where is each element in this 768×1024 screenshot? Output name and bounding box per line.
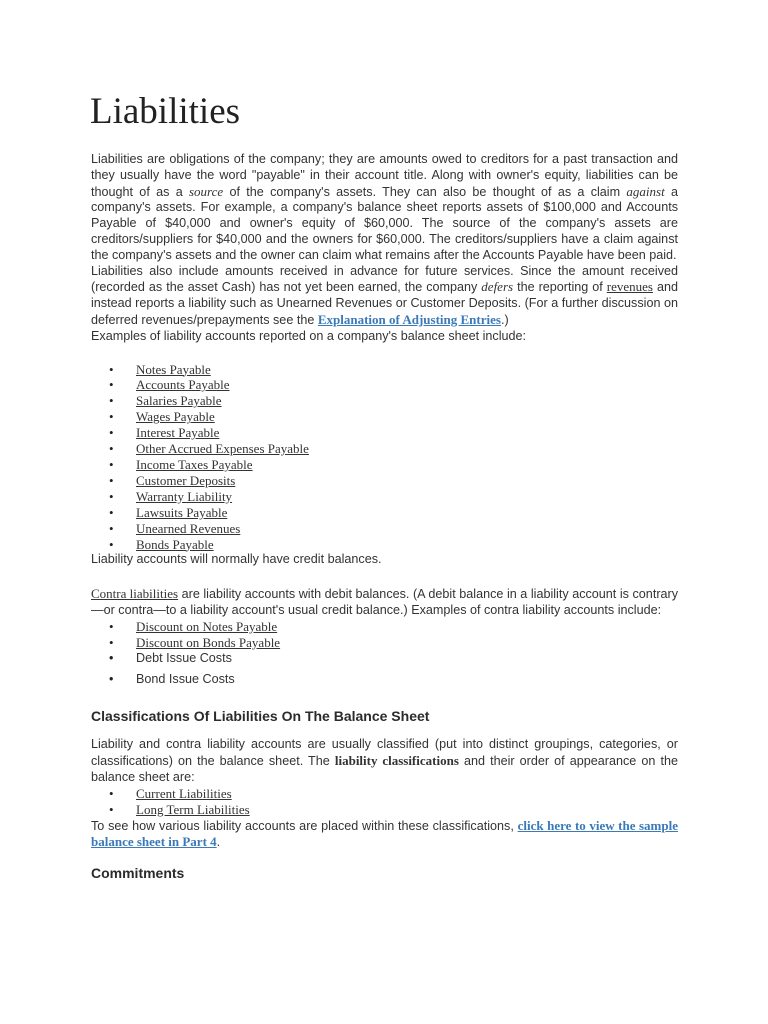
list-item bbox=[136, 802, 678, 818]
list-item-link[interactable]: Accounts Payable bbox=[136, 377, 230, 393]
text: and their order of appearance on the balance sheet are: bbox=[91, 754, 678, 785]
paragraph-contra bbox=[91, 586, 678, 619]
list-item bbox=[136, 441, 678, 457]
bold-liability-classifications: liability classifications bbox=[334, 753, 459, 769]
contra-accounts-plain-list bbox=[91, 651, 678, 688]
list-item bbox=[136, 473, 678, 489]
list-item bbox=[136, 409, 678, 425]
page-title: Liabilities bbox=[90, 91, 241, 132]
list-item-link[interactable]: Lawsuits Payable bbox=[136, 504, 228, 520]
text: of the company's assets. They can also be thought of as a claim bbox=[223, 184, 627, 199]
list-item bbox=[136, 635, 678, 651]
list-item-link[interactable]: Income Taxes Payable bbox=[136, 457, 253, 472]
paragraph-definition bbox=[91, 152, 678, 264]
list-item-link[interactable]: Current Liabilities bbox=[136, 785, 232, 801]
list-item-label: Debt Issue Costs bbox=[136, 650, 232, 665]
paragraph-examples-intro: Examples of liability accounts reported on a company's balance sheet include: bbox=[91, 328, 527, 343]
paragraph-credit-balances: Liability accounts will normally have credit balances. bbox=[91, 552, 382, 567]
list-item-link[interactable]: Discount on Bonds Payable bbox=[136, 634, 281, 650]
text: Liabilities are obligations of the company; they are amounts owed to creditors for a past transaction and they usually have the word "payable" in their account title. Along with owner's equity, liabilities can be thought of as a bbox=[91, 152, 678, 199]
list-item-link[interactable]: Unearned Revenues bbox=[136, 520, 241, 536]
text: the reporting of bbox=[513, 280, 607, 295]
emphasis-against: against bbox=[626, 183, 665, 199]
list-item-link[interactable]: Other Accrued Expenses Payable bbox=[136, 441, 309, 457]
list-item-link[interactable]: Wages Payable bbox=[136, 409, 215, 425]
list-item bbox=[136, 362, 678, 378]
list-item bbox=[136, 489, 678, 505]
heading-commitments: Commitments bbox=[91, 865, 185, 882]
emphasis-defers: defers bbox=[481, 279, 514, 295]
list-item bbox=[136, 619, 678, 635]
list-item bbox=[136, 786, 678, 802]
list-item-link[interactable]: Discount on Notes Payable bbox=[136, 618, 278, 634]
contra-accounts-list bbox=[91, 619, 678, 651]
text: and instead reports a liability such as Unearned Revenues or Customer Deposits. (For a further discussion on deferred revenues/prepayments see the bbox=[91, 280, 678, 327]
revenues-link[interactable]: revenues bbox=[606, 279, 653, 295]
sample-balance-sheet-link[interactable]: click here to view the sample balance sheet in Part 4 bbox=[91, 817, 678, 850]
list-item-link[interactable]: Interest Payable bbox=[136, 425, 220, 441]
list-item-link[interactable]: Warranty Liability bbox=[136, 488, 233, 504]
list-item-link[interactable]: Customer Deposits bbox=[136, 472, 236, 488]
heading-classifications: Classifications Of Liabilities On The Balance Sheet bbox=[91, 708, 430, 725]
classifications-list bbox=[91, 786, 678, 818]
list-item bbox=[136, 672, 678, 688]
text: .) bbox=[500, 312, 509, 327]
paragraph-classified bbox=[91, 737, 678, 785]
text: To see how various liability accounts are placed within these classifications, bbox=[91, 818, 518, 833]
list-item bbox=[136, 425, 678, 441]
list-item bbox=[136, 377, 678, 393]
list-item bbox=[136, 457, 678, 473]
list-item bbox=[136, 393, 678, 409]
paragraph-see-sample bbox=[91, 818, 678, 852]
text: are liability accounts with debit balances. (A debit balance in a liability account is contrary—or contra—to a liability account's usual credit balance.) Examples of contra liability accounts include: bbox=[91, 587, 679, 618]
text: a company's assets. For example, a company's balance sheet reports assets of $100,000 and Accounts Payable of $40,000 and owner's equity of $60,000. The source of the company's assets are creditors/suppliers for $40,000 and the owners for $60,000. The creditors/suppliers have a claim against the company's assets and the owner can claim what remains after the Accounts Payable have been paid. bbox=[91, 184, 678, 262]
list-item-label: Bond Issue Costs bbox=[136, 671, 235, 686]
liability-accounts-list bbox=[91, 362, 678, 553]
article-body bbox=[91, 152, 678, 882]
paragraph-advance bbox=[91, 264, 678, 329]
list-item bbox=[136, 651, 678, 667]
list-item-link[interactable]: Salaries Payable bbox=[136, 393, 222, 409]
text: Liabilities also include amounts received in advance for future services. Since the amount received (recorded as the asset Cash) has not yet been earned, the company bbox=[91, 263, 678, 295]
text: . bbox=[216, 835, 221, 850]
contra-liabilities-link[interactable]: Contra liabilities bbox=[91, 586, 179, 602]
emphasis-source: source bbox=[189, 183, 224, 199]
adjusting-entries-link[interactable]: Explanation of Adjusting Entries bbox=[317, 311, 501, 327]
list-item-link[interactable]: Bonds Payable bbox=[136, 536, 214, 552]
text: Liability and contra liability accounts are usually classified (put into distinct groupings, categories, or classifications) on the balance sheet. The bbox=[91, 737, 678, 769]
list-item bbox=[136, 505, 678, 521]
list-item-link[interactable]: Long Term Liabilities bbox=[136, 801, 250, 817]
list-item bbox=[136, 537, 678, 553]
list-item-link[interactable]: Notes Payable bbox=[136, 361, 211, 377]
list-item bbox=[136, 521, 678, 537]
